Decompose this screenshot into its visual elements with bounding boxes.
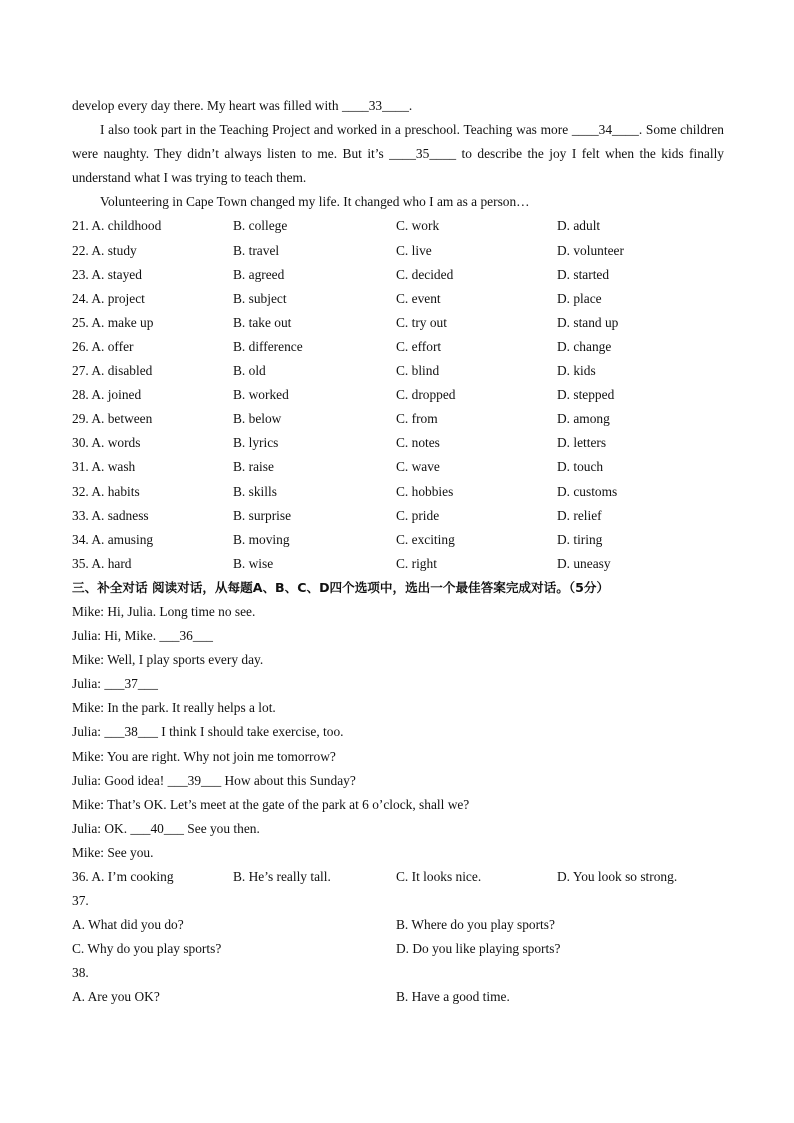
- option: B. wise: [233, 555, 274, 571]
- option: D. adult: [557, 218, 601, 234]
- option: 22. A. study: [72, 242, 137, 258]
- dialogue-line: Mike: See you.: [72, 844, 154, 860]
- option-row-32: [72, 480, 724, 504]
- option: 30. A. words: [72, 435, 141, 451]
- option: D. stepped: [557, 387, 615, 403]
- option: 24. A. project: [72, 290, 145, 306]
- passage-paragraph-2: I also took part in the Teaching Project and worked in a preschool. Teaching was more ____34____. Some children were naughty. They didn’t always listen to me. But it’s ____35____ to describe the joy I felt when the kids finally understand what I was trying to teach them.: [72, 122, 724, 186]
- option: B. He’s really tall.: [233, 869, 331, 884]
- option: 36. A. I’m cooking: [72, 869, 174, 884]
- option: 33. A. sadness: [72, 507, 149, 523]
- option-row-23: [72, 263, 724, 287]
- option: D. uneasy: [557, 555, 611, 571]
- option: B. college: [233, 218, 288, 234]
- option: C. It looks nice.: [396, 869, 482, 884]
- option: B. lyrics: [233, 435, 279, 451]
- option: C. notes: [396, 435, 440, 451]
- option: C. event: [396, 290, 441, 306]
- dialogue-line: Julia: ___38___ I think I should take exercise, too.: [72, 724, 344, 740]
- option: D. stand up: [557, 314, 619, 330]
- cloze-options: [72, 214, 724, 575]
- option: D. change: [557, 338, 612, 354]
- option: D. place: [557, 290, 602, 306]
- option: D. letters: [557, 435, 607, 451]
- dialogue-line: Julia: Hi, Mike. ___36___: [72, 628, 213, 644]
- option: 23. A. stayed: [72, 266, 142, 282]
- option-row-26: [72, 335, 724, 359]
- option: B. raise: [233, 459, 274, 475]
- passage-paragraph-3: Volunteering in Cape Town changed my life. It changed who I am as a person…: [100, 194, 530, 210]
- option: 21. A. childhood: [72, 218, 162, 234]
- question-37-number: 37.: [72, 893, 89, 909]
- option: D. touch: [557, 459, 604, 475]
- option: C. effort: [396, 338, 442, 354]
- option-row-21: [72, 214, 724, 238]
- option: C. Why do you play sports?: [72, 941, 222, 957]
- option: C. hobbies: [396, 483, 454, 499]
- option: C. right: [396, 555, 437, 571]
- option-row-34: [72, 528, 724, 552]
- option: D. tiring: [557, 531, 603, 547]
- option: C. decided: [396, 266, 454, 282]
- option: B. worked: [233, 387, 289, 403]
- dialogue-line: Mike: In the park. It really helps a lot.: [72, 700, 276, 716]
- option-row-22: [72, 239, 724, 263]
- option-row-30: [72, 431, 724, 455]
- option: 31. A. wash: [72, 459, 136, 475]
- option: C. pride: [396, 507, 440, 523]
- option: D. kids: [557, 363, 596, 379]
- dialogue-line: Mike: Hi, Julia. Long time no see.: [72, 603, 256, 619]
- option: B. subject: [233, 290, 287, 306]
- option: A. Are you OK?: [72, 989, 160, 1005]
- option: B. Have a good time.: [396, 989, 510, 1005]
- question-36-options: [72, 865, 724, 889]
- option: C. from: [396, 411, 438, 427]
- option: B. skills: [233, 483, 277, 499]
- option-row-27: [72, 359, 724, 383]
- option: B. below: [233, 411, 282, 427]
- option: C. blind: [396, 363, 440, 379]
- option: C. wave: [396, 459, 440, 475]
- dialogue-line: Mike: That’s OK. Let’s meet at the gate of the park at 6 o’clock, shall we?: [72, 796, 470, 812]
- question-38-number: 38.: [72, 965, 89, 981]
- option: B. moving: [233, 531, 290, 547]
- option: B. Where do you play sports?: [396, 917, 555, 933]
- option: C. live: [396, 242, 432, 258]
- option: 34. A. amusing: [72, 531, 154, 547]
- exam-page: [72, 94, 724, 1010]
- question-37-row: [72, 913, 724, 937]
- dialogue-line: Julia: ___37___: [72, 676, 158, 692]
- option: 35. A. hard: [72, 555, 132, 571]
- passage-paragraph-1-tail: develop every day there. My heart was filled with ____33____.: [72, 98, 413, 113]
- dialogue: [72, 600, 724, 865]
- option: B. difference: [233, 338, 303, 354]
- option: 28. A. joined: [72, 387, 142, 403]
- option-row-35: [72, 552, 724, 576]
- option: 29. A. between: [72, 411, 153, 427]
- option: D. among: [557, 411, 610, 427]
- dialogue-line: Mike: Well, I play sports every day.: [72, 652, 264, 668]
- option: B. surprise: [233, 507, 292, 523]
- dialogue-line: Mike: You are right. Why not join me tomorrow?: [72, 748, 336, 764]
- option: B. old: [233, 363, 266, 379]
- dialogue-line: Julia: OK. ___40___ See you then.: [72, 820, 260, 836]
- option: A. What did you do?: [72, 917, 184, 933]
- option: B. agreed: [233, 266, 285, 282]
- option: 25. A. make up: [72, 314, 154, 330]
- option-row-25: [72, 311, 724, 335]
- option-row-28: [72, 383, 724, 407]
- option: C. exciting: [396, 531, 455, 547]
- option: 26. A. offer: [72, 338, 134, 354]
- option: B. travel: [233, 242, 280, 258]
- option: D. customs: [557, 483, 618, 499]
- option: B. take out: [233, 314, 292, 330]
- question-37-row: [72, 937, 724, 961]
- option: 32. A. habits: [72, 483, 140, 499]
- option-row-33: [72, 504, 724, 528]
- option: C. try out: [396, 314, 447, 330]
- question-38-row: [72, 985, 724, 1009]
- option-row-24: [72, 287, 724, 311]
- option-row-31: [72, 455, 724, 479]
- option: D. started: [557, 266, 610, 282]
- option: D. volunteer: [557, 242, 624, 258]
- option: D. You look so strong.: [557, 869, 678, 884]
- option: C. dropped: [396, 387, 456, 403]
- option: C. work: [396, 218, 440, 234]
- section-3-title: 三、补全对话 阅读对话，从每题A、B、C、D四个选项中，选出一个最佳答案完成对话。（5分）: [72, 579, 610, 595]
- option: D. Do you like playing sports?: [396, 941, 561, 957]
- option: 27. A. disabled: [72, 363, 153, 379]
- option-row-29: [72, 407, 724, 431]
- dialogue-line: Julia: Good idea! ___39___ How about this Sunday?: [72, 772, 356, 788]
- option: D. relief: [557, 507, 602, 523]
